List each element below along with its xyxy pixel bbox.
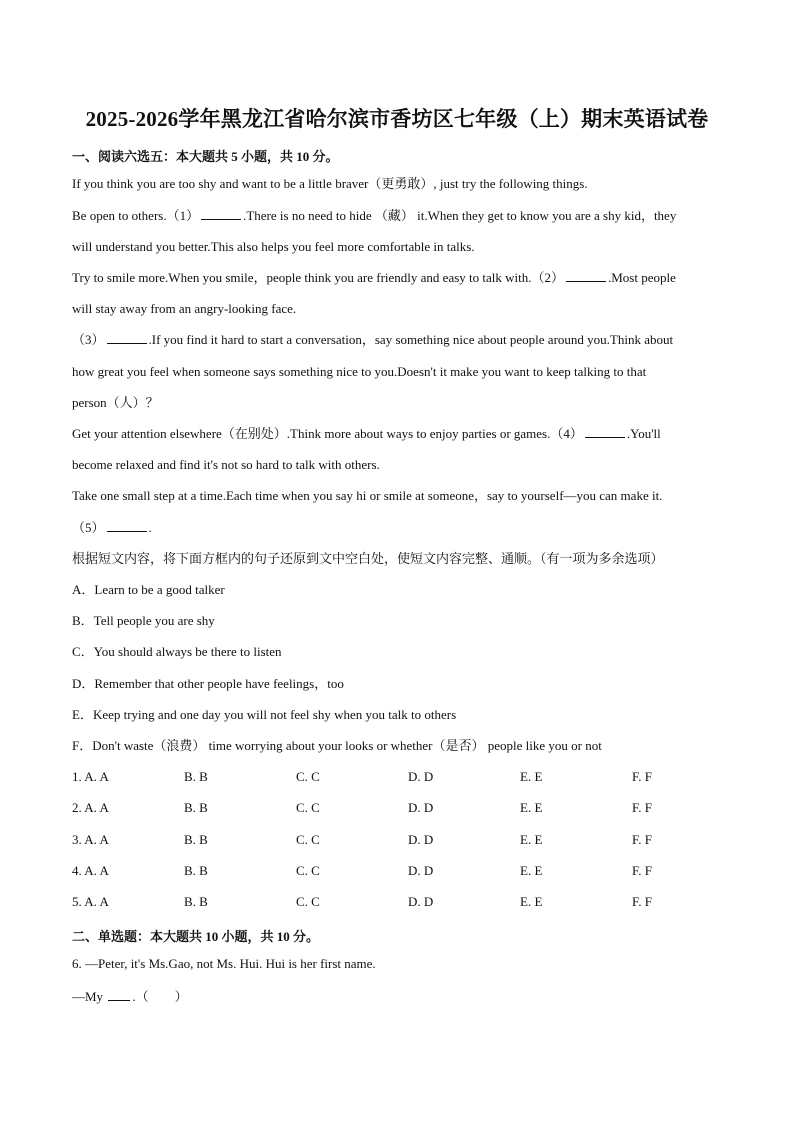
answer-choice[interactable]: B. B xyxy=(184,863,208,878)
answer-choice[interactable]: D. D xyxy=(408,832,434,847)
answer-choice[interactable]: F. F xyxy=(632,769,652,784)
answer-choice[interactable]: D. D xyxy=(408,769,434,784)
answer-choice[interactable]: C. C xyxy=(296,894,320,909)
section-1-heading: 一、阅读六选五：本大题共 5 小题，共 10 分。 xyxy=(72,149,339,164)
blank-1 xyxy=(201,208,241,220)
question-6-line-1: 6. —Peter, it's Ms.Gao, not Ms. Hui. Hui is her first name. xyxy=(72,956,376,971)
option-a: A．Learn to be a good talker xyxy=(72,582,225,597)
answer-choice[interactable]: 4. A. A xyxy=(72,863,109,878)
passage-line-6 xyxy=(72,324,732,355)
answer-choice[interactable]: 3. A. A xyxy=(72,832,109,847)
answer-choice[interactable]: C. C xyxy=(296,800,320,815)
answer-choice[interactable]: 2. A. A xyxy=(72,800,109,815)
answer-row-2 xyxy=(72,792,732,823)
section-2-heading: 二、单选题：本大题共 10 小题，共 10 分。 xyxy=(72,929,320,944)
passage-line-12-end: . xyxy=(148,520,152,535)
answer-choice[interactable]: B. B xyxy=(184,769,208,784)
blank-3 xyxy=(107,332,147,344)
answer-choice[interactable]: F. F xyxy=(632,863,652,878)
passage-line-9 xyxy=(72,418,732,449)
answer-choice[interactable]: E. E xyxy=(520,894,543,909)
passage-line-9-start: Get your attention elsewhere（在别处）.Think more about ways to enjoy parties or games.（4） xyxy=(72,426,583,441)
answer-row-5 xyxy=(72,886,732,917)
option-b: B．Tell people you are shy xyxy=(72,613,215,628)
passage-line-7: how great you feel when someone says something nice to you.Doesn't it make you want to keep talking to that xyxy=(72,364,647,379)
answer-choice[interactable]: E. E xyxy=(520,863,543,878)
page-title: 2025-2026学年黑龙江省哈尔滨市香坊区七年级（上）期末英语试卷 xyxy=(85,107,709,131)
option-f: F．Don't waste（浪费） time worrying about your looks or whether（是否） people like you or not xyxy=(72,738,602,753)
passage-line-9-end: .You'll xyxy=(626,426,661,441)
option-d: D．Remember that other people have feelings，too xyxy=(72,676,344,691)
option-e: E．Keep trying and one day you will not feel shy when you talk to others xyxy=(72,707,457,722)
blank-4 xyxy=(585,426,625,438)
option-c: C．You should always be there to listen xyxy=(72,644,282,659)
passage-line-11: Take one small step at a time.Each time when you say hi or smile at someone，say to yourself—you can make it. xyxy=(72,488,663,503)
answer-choice[interactable]: 5. A. A xyxy=(72,894,109,909)
blank-5 xyxy=(107,520,147,532)
instruction-text: 根据短文内容，将下面方框内的句子还原到文中空白处，使短文内容完整、通顺。（有一项为多余选项） xyxy=(72,551,664,566)
passage-line-10: become relaxed and find it's not so hard to talk with others. xyxy=(72,457,380,472)
passage-line-6-start: （3） xyxy=(72,332,105,347)
blank-6 xyxy=(108,989,130,1001)
answer-choice[interactable]: C. C xyxy=(296,832,320,847)
passage-line-4 xyxy=(72,262,732,293)
passage-line-12 xyxy=(72,512,732,543)
answer-choice[interactable]: C. C xyxy=(296,863,320,878)
passage-line-6-end: .If you find it hard to start a conversation，say something nice about people around you.Think about xyxy=(148,332,674,347)
answer-choice[interactable]: C. C xyxy=(296,769,320,784)
question-6-prompt: —My xyxy=(72,989,104,1004)
passage-line-12-start: （5） xyxy=(72,520,105,535)
answer-choice[interactable]: E. E xyxy=(520,832,543,847)
passage-line-1: If you think you are too shy and want to be a little braver（更勇敢）, just try the following things. xyxy=(72,176,588,191)
answer-choice[interactable]: F. F xyxy=(632,832,652,847)
answer-choice[interactable]: B. B xyxy=(184,894,208,909)
answer-choice[interactable]: F. F xyxy=(632,800,652,815)
passage-line-2-end: .There is no need to hide （藏） it.When they get to know you are a shy kid，they xyxy=(243,208,677,223)
answer-row-1 xyxy=(72,761,732,792)
answer-choice[interactable]: B. B xyxy=(184,800,208,815)
question-6-tail: .（ ） xyxy=(132,989,188,1004)
passage-line-4-end: .Most people xyxy=(608,270,676,285)
answer-choice[interactable]: D. D xyxy=(408,800,434,815)
answer-row-4 xyxy=(72,855,732,886)
answer-choice[interactable]: D. D xyxy=(408,863,434,878)
passage-line-2 xyxy=(72,200,732,231)
answer-choice[interactable]: F. F xyxy=(632,894,652,909)
question-6-line-2 xyxy=(72,981,732,1012)
answer-choice[interactable]: 1. A. A xyxy=(72,769,109,784)
passage-line-5: will stay away from an angry-looking face. xyxy=(72,301,297,316)
passage-line-2-start: Be open to others.（1） xyxy=(72,208,200,223)
answer-choice[interactable]: E. E xyxy=(520,800,543,815)
answer-choice[interactable]: D. D xyxy=(408,894,434,909)
blank-2 xyxy=(566,270,606,282)
passage-line-8: person（人）？ xyxy=(72,395,159,410)
passage-line-4-start: Try to smile more.When you smile，people think you are friendly and easy to talk with.（2） xyxy=(72,270,564,285)
answer-row-3 xyxy=(72,824,732,855)
answer-choice[interactable]: B. B xyxy=(184,832,208,847)
passage-line-3: will understand you better.This also helps you feel more comfortable in talks. xyxy=(72,239,475,254)
answer-choice[interactable]: E. E xyxy=(520,769,543,784)
